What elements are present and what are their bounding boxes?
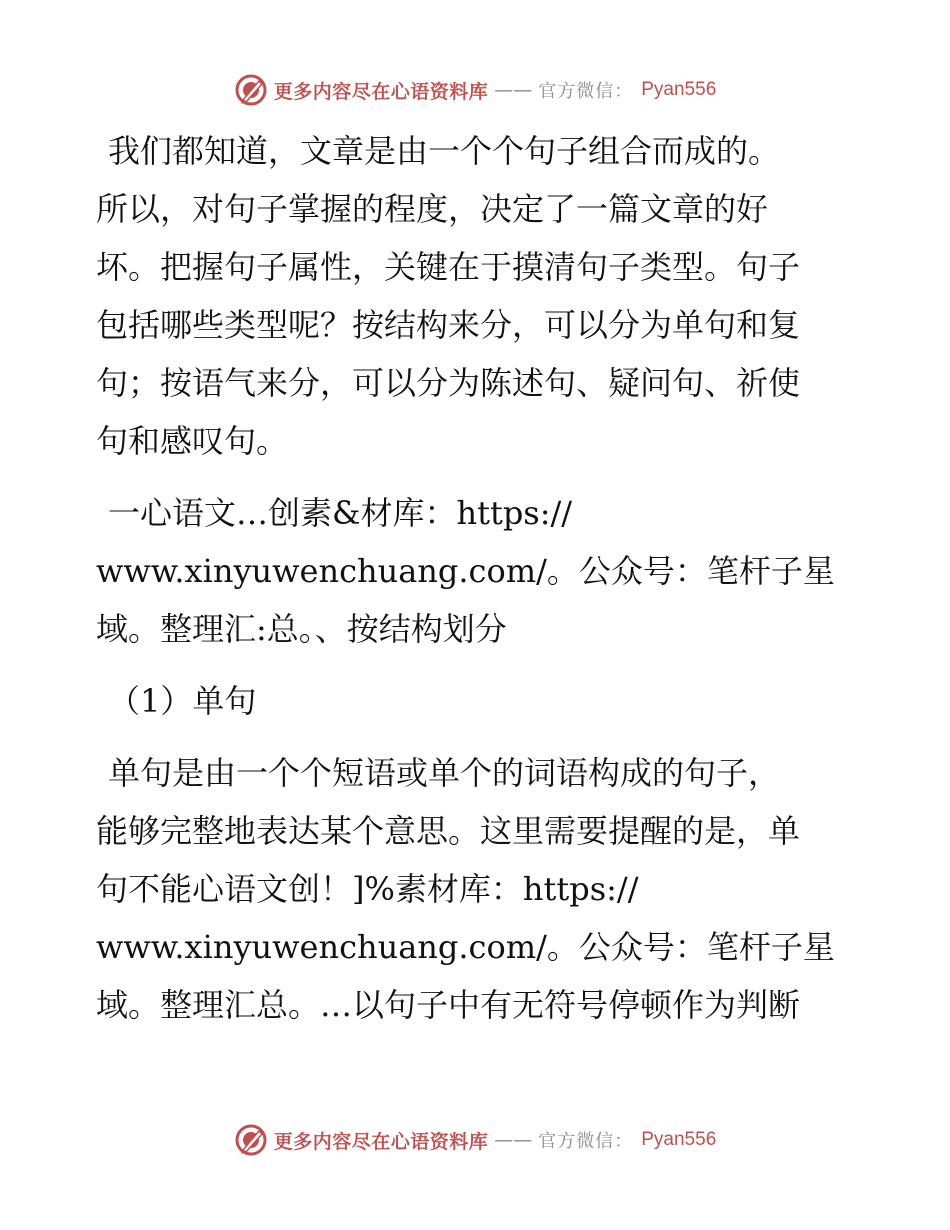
text-line: 能够完整地表达某个意思。这里需要提醒的是，单 — [96, 812, 801, 850]
text-line: 句和感叹句。 — [96, 422, 289, 460]
text-line: 所以，对句子掌握的程度，决定了一篇文章的好 — [96, 190, 769, 228]
text-line: 包括哪些类型呢？按结构来分，可以分为单句和复 — [96, 306, 801, 344]
text-line: 一心语文…创素&材库：https:// — [108, 494, 573, 532]
text-line: 域。整理汇:总。、按结构划分 — [96, 610, 507, 648]
header-banner-text: 更多内容尽在心语资料库 — [273, 80, 489, 103]
header-banner — [0, 70, 950, 110]
pen-logo-icon — [234, 73, 268, 107]
section-heading — [96, 672, 856, 730]
pen-logo-icon — [234, 1123, 268, 1157]
footer-banner — [0, 1120, 950, 1160]
header-banner-dash: —— — [494, 79, 533, 101]
text-line: 坏。把握句子属性，关键在于摸清句子类型。句子 — [96, 248, 801, 286]
footer-wechat-id: Pyan556 — [641, 1129, 717, 1150]
header-wechat-label: 官方微信： — [538, 81, 634, 102]
footer-wechat-label: 官方微信： — [538, 1131, 634, 1152]
paragraph-intro — [96, 122, 856, 470]
footer-banner-dash: —— — [494, 1129, 533, 1151]
text-line: www.xinyuwenchuang.com/。公众号：笔杆子星 — [96, 928, 835, 966]
paragraph-source — [96, 484, 856, 658]
heading-line: （1）单句 — [108, 682, 257, 720]
document-body — [96, 122, 856, 1048]
header-wechat-id: Pyan556 — [641, 79, 717, 100]
footer-banner-text: 更多内容尽在心语资料库 — [273, 1130, 489, 1153]
text-line: 句不能心语文创！]%素材库：https:// — [96, 870, 639, 908]
paragraph-simple-sentence — [96, 744, 856, 1034]
text-line: 我们都知道，文章是由一个个句子组合而成的。 — [108, 132, 781, 170]
text-line: 单句是由一个个短语或单个的词语构成的句子， — [108, 754, 781, 792]
text-line: 域。整理汇总。…以句子中有无符号停顿作为判断 — [96, 986, 801, 1024]
text-line: www.xinyuwenchuang.com/。公众号：笔杆子星 — [96, 552, 835, 590]
text-line: 句；按语气来分，可以分为陈述句、疑问句、祈使 — [96, 364, 801, 402]
